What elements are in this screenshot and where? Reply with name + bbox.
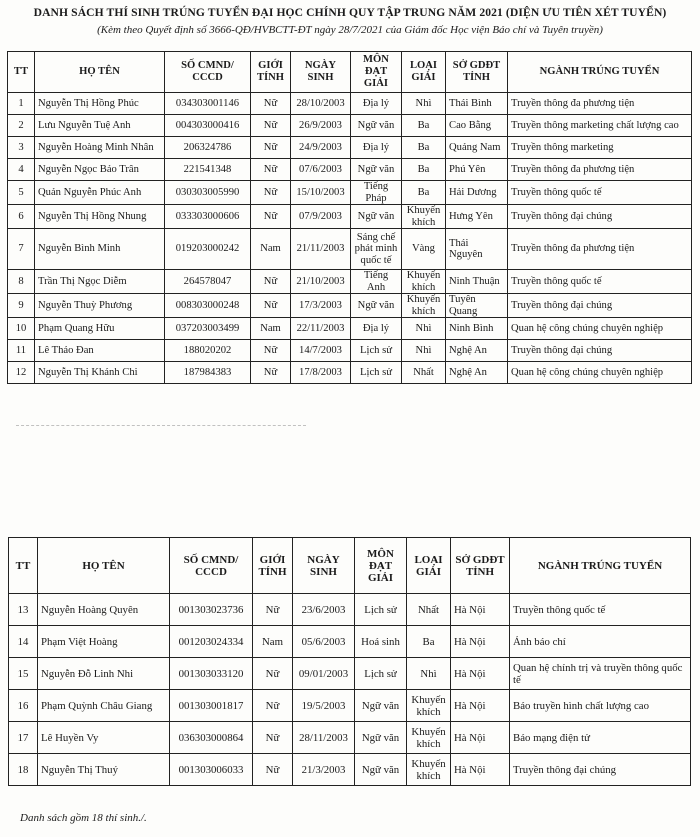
candidate-name: Lê Huyền Vy: [38, 722, 170, 754]
gender: Nữ: [251, 205, 291, 229]
prize-level: Ba: [402, 181, 446, 205]
id-number: 019203000242: [165, 229, 251, 270]
id-number: 001303001817: [170, 690, 253, 722]
row-number: 5: [8, 181, 35, 205]
gender: Nữ: [251, 137, 291, 159]
date-of-birth: 22/11/2003: [291, 318, 351, 340]
prize-level: Nhì: [402, 93, 446, 115]
date-of-birth: 21/3/2003: [293, 754, 355, 786]
education-department: Nghệ An: [446, 362, 508, 384]
prize-level: Khuyến khích: [407, 722, 451, 754]
date-of-birth: 09/01/2003: [293, 658, 355, 690]
date-of-birth: 14/7/2003: [291, 340, 351, 362]
id-number: 034303001146: [165, 93, 251, 115]
prize-level: Nhì: [402, 318, 446, 340]
candidate-name: Nguyễn Đỗ Linh Nhi: [38, 658, 170, 690]
candidate-name: Nguyễn Ngọc Bảo Trân: [35, 159, 165, 181]
education-department: Nghệ An: [446, 340, 508, 362]
id-number: 188020202: [165, 340, 251, 362]
header-dob: NGÀY SINH: [293, 538, 355, 594]
prize-subject: Lịch sử: [355, 594, 407, 626]
prize-subject: Ngữ văn: [355, 754, 407, 786]
date-of-birth: 24/9/2003: [291, 137, 351, 159]
education-department: Thái Nguyên: [446, 229, 508, 270]
table-row: [9, 754, 691, 786]
table-row: [8, 159, 692, 181]
row-number: 1: [8, 93, 35, 115]
gender: Nữ: [251, 340, 291, 362]
prize-subject: Ngữ văn: [355, 690, 407, 722]
id-number: 221541348: [165, 159, 251, 181]
date-of-birth: 21/11/2003: [291, 229, 351, 270]
prize-subject: Hoá sinh: [355, 626, 407, 658]
row-number: 15: [9, 658, 38, 690]
admitted-major: Quan hệ chính trị và truyền thông quốc tế: [510, 658, 691, 690]
candidate-name: Nguyễn Hoàng Quyên: [38, 594, 170, 626]
table-row: [8, 294, 692, 318]
prize-level: Khuyến khích: [402, 294, 446, 318]
prize-subject: Lịch sử: [351, 362, 402, 384]
gender: Nữ: [251, 181, 291, 205]
education-department: Hà Nội: [451, 658, 510, 690]
prize-level: Nhất: [402, 362, 446, 384]
id-number: 008303000248: [165, 294, 251, 318]
prize-subject: Sáng chế phát minh quốc tế: [351, 229, 402, 270]
scan-artifact: [16, 425, 306, 430]
prize-subject: Ngữ văn: [351, 294, 402, 318]
gender: Nữ: [253, 690, 293, 722]
header-major: NGÀNH TRÚNG TUYỂN: [508, 52, 692, 93]
id-number: 001303006033: [170, 754, 253, 786]
education-department: Ninh Bình: [446, 318, 508, 340]
row-number: 2: [8, 115, 35, 137]
education-department: Hà Nội: [451, 754, 510, 786]
gender: Nữ: [253, 754, 293, 786]
gender: Nữ: [251, 115, 291, 137]
table-header-row: [9, 538, 691, 594]
admitted-major: Truyền thông đại chúng: [508, 205, 692, 229]
prize-subject: Ngữ văn: [351, 115, 402, 137]
row-number: 4: [8, 159, 35, 181]
header-subject: MÔN ĐẠT GIẢI: [355, 538, 407, 594]
header-dob: NGÀY SINH: [291, 52, 351, 93]
admitted-major: Truyền thông marketing chất lượng cao: [508, 115, 692, 137]
admitted-major: Báo mạng điện tử: [510, 722, 691, 754]
prize-level: Nhì: [407, 658, 451, 690]
date-of-birth: 28/10/2003: [291, 93, 351, 115]
date-of-birth: 07/9/2003: [291, 205, 351, 229]
candidate-name: Phạm Quang Hữu: [35, 318, 165, 340]
prize-subject: Lịch sử: [351, 340, 402, 362]
date-of-birth: 19/5/2003: [293, 690, 355, 722]
prize-level: Ba: [402, 137, 446, 159]
row-number: 17: [9, 722, 38, 754]
prize-subject: Ngữ văn: [351, 205, 402, 229]
candidate-name: Nguyễn Thuỳ Phương: [35, 294, 165, 318]
id-number: 030303005990: [165, 181, 251, 205]
table-row: [8, 270, 692, 294]
id-number: 004303000416: [165, 115, 251, 137]
education-department: Phú Yên: [446, 159, 508, 181]
education-department: Tuyên Quang: [446, 294, 508, 318]
prize-subject: Ngữ văn: [355, 722, 407, 754]
gender: Nữ: [251, 93, 291, 115]
gender: Nam: [251, 229, 291, 270]
table-row: [8, 93, 692, 115]
row-number: 7: [8, 229, 35, 270]
table-row: [8, 205, 692, 229]
gender: Nữ: [253, 722, 293, 754]
prize-level: Nhì: [402, 340, 446, 362]
prize-subject: Tiếng Anh: [351, 270, 402, 294]
admitted-major: Truyền thông đa phương tiện: [508, 159, 692, 181]
prize-subject: Địa lý: [351, 137, 402, 159]
id-number: 033303000606: [165, 205, 251, 229]
candidate-name: Lưu Nguyễn Tuệ Anh: [35, 115, 165, 137]
admitted-major: Ảnh báo chí: [510, 626, 691, 658]
header-gender: GIỚI TÍNH: [253, 538, 293, 594]
id-number: 037203003499: [165, 318, 251, 340]
education-department: Cao Bằng: [446, 115, 508, 137]
table-row: [8, 318, 692, 340]
education-department: Thái Bình: [446, 93, 508, 115]
id-number: 206324786: [165, 137, 251, 159]
table-row: [8, 340, 692, 362]
row-number: 9: [8, 294, 35, 318]
candidate-name: Phạm Việt Hoàng: [38, 626, 170, 658]
prize-level: Khuyến khích: [402, 205, 446, 229]
education-department: Hà Nội: [451, 594, 510, 626]
table-row: [8, 137, 692, 159]
date-of-birth: 26/9/2003: [291, 115, 351, 137]
id-number: 001303033120: [170, 658, 253, 690]
prize-level: Ba: [407, 626, 451, 658]
education-department: Hà Nội: [451, 626, 510, 658]
table-row: [9, 658, 691, 690]
prize-level: Ba: [402, 115, 446, 137]
education-department: Ninh Thuận: [446, 270, 508, 294]
admitted-major: Truyền thông quốc tế: [508, 270, 692, 294]
row-number: 3: [8, 137, 35, 159]
gender: Nữ: [251, 270, 291, 294]
row-number: 8: [8, 270, 35, 294]
table-row: [9, 626, 691, 658]
header-dept: SỞ GDĐT TỈNH: [446, 52, 508, 93]
prize-subject: Địa lý: [351, 318, 402, 340]
header-name: HỌ TÊN: [35, 52, 165, 93]
table-row: [8, 181, 692, 205]
header-id: SỐ CMND/ CCCD: [165, 52, 251, 93]
prize-level: Nhất: [407, 594, 451, 626]
candidate-name: Nguyễn Thị Hồng Nhung: [35, 205, 165, 229]
header-subject: MÔN ĐẠT GIẢI: [351, 52, 402, 93]
date-of-birth: 07/6/2003: [291, 159, 351, 181]
prize-level: Vàng: [402, 229, 446, 270]
admitted-major: Báo truyền hình chất lượng cao: [510, 690, 691, 722]
admitted-major: Truyền thông đại chúng: [508, 294, 692, 318]
row-number: 12: [8, 362, 35, 384]
admitted-major: Truyền thông đa phương tiện: [508, 93, 692, 115]
prize-level: Khuyến khích: [402, 270, 446, 294]
id-number: 187984383: [165, 362, 251, 384]
candidate-name: Nguyễn Thị Khánh Chi: [35, 362, 165, 384]
header-gender: GIỚI TÍNH: [251, 52, 291, 93]
table-header-row: [8, 52, 692, 93]
gender: Nam: [251, 318, 291, 340]
education-department: Hà Nội: [451, 690, 510, 722]
header-prize: LOẠI GIẢI: [402, 52, 446, 93]
admitted-major: Truyền thông quốc tế: [510, 594, 691, 626]
prize-level: Khuyến khích: [407, 754, 451, 786]
gender: Nữ: [251, 362, 291, 384]
table-row: [9, 722, 691, 754]
candidate-table-page-1: [7, 51, 692, 384]
row-number: 16: [9, 690, 38, 722]
id-number: 001203024334: [170, 626, 253, 658]
education-department: Hải Dương: [446, 181, 508, 205]
date-of-birth: 17/3/2003: [291, 294, 351, 318]
prize-subject: Địa lý: [351, 93, 402, 115]
gender: Nữ: [251, 294, 291, 318]
prize-level: Khuyến khích: [407, 690, 451, 722]
id-number: 001303023736: [170, 594, 253, 626]
candidate-name: Nguyễn Thị Thuý: [38, 754, 170, 786]
prize-subject: Tiếng Pháp: [351, 181, 402, 205]
admitted-major: Quan hệ công chúng chuyên nghiệp: [508, 318, 692, 340]
admitted-major: Truyền thông quốc tế: [508, 181, 692, 205]
candidate-name: Nguyễn Thị Hồng Phúc: [35, 93, 165, 115]
candidate-name: Phạm Quỳnh Châu Giang: [38, 690, 170, 722]
document-subtitle: (Kèm theo Quyết định số 3666-QĐ/HVBCTT-ĐT ngày 28/7/2021 của Giám đốc Học viện Báo chí và Tuyên truyền): [97, 24, 603, 36]
candidate-name: Nguyễn Bình Minh: [35, 229, 165, 270]
id-number: 036303000864: [170, 722, 253, 754]
gender: Nữ: [253, 594, 293, 626]
education-department: Hưng Yên: [446, 205, 508, 229]
admitted-major: Truyền thông đa phương tiện: [508, 229, 692, 270]
candidate-name: Quản Nguyễn Phúc Anh: [35, 181, 165, 205]
header-prize: LOẠI GIẢI: [407, 538, 451, 594]
id-number: 264578047: [165, 270, 251, 294]
gender: Nam: [253, 626, 293, 658]
table-row: [8, 115, 692, 137]
table-row: [9, 690, 691, 722]
date-of-birth: 23/6/2003: [293, 594, 355, 626]
prize-subject: Lịch sử: [355, 658, 407, 690]
candidate-name: Nguyễn Hoàng Minh Nhân: [35, 137, 165, 159]
education-department: Quảng Nam: [446, 137, 508, 159]
header-name: HỌ TÊN: [38, 538, 170, 594]
row-number: 6: [8, 205, 35, 229]
education-department: Hà Nội: [451, 722, 510, 754]
header-tt: TT: [9, 538, 38, 594]
prize-level: Ba: [402, 159, 446, 181]
row-number: 11: [8, 340, 35, 362]
header-major: NGÀNH TRÚNG TUYỂN: [510, 538, 691, 594]
date-of-birth: 05/6/2003: [293, 626, 355, 658]
date-of-birth: 15/10/2003: [291, 181, 351, 205]
document-footer: Danh sách gồm 18 thí sinh./.: [20, 812, 147, 824]
document-title: DANH SÁCH THÍ SINH TRÚNG TUYỂN ĐẠI HỌC CHÍNH QUY TẬP TRUNG NĂM 2021 (DIỆN ƯU TIÊN XÉT TUYỂN): [33, 6, 667, 19]
table-row: [8, 362, 692, 384]
row-number: 13: [9, 594, 38, 626]
admitted-major: Truyền thông marketing: [508, 137, 692, 159]
candidate-name: Trần Thị Ngọc Diễm: [35, 270, 165, 294]
date-of-birth: 17/8/2003: [291, 362, 351, 384]
candidate-table-page-2: [8, 537, 691, 786]
admitted-major: Truyền thông đại chúng: [508, 340, 692, 362]
table-row: [8, 229, 692, 270]
admitted-major: Quan hệ công chúng chuyên nghiệp: [508, 362, 692, 384]
admitted-major: Truyền thông đại chúng: [510, 754, 691, 786]
prize-subject: Ngữ văn: [351, 159, 402, 181]
date-of-birth: 21/10/2003: [291, 270, 351, 294]
gender: Nữ: [251, 159, 291, 181]
date-of-birth: 28/11/2003: [293, 722, 355, 754]
row-number: 18: [9, 754, 38, 786]
gender: Nữ: [253, 658, 293, 690]
header-tt: TT: [8, 52, 35, 93]
row-number: 10: [8, 318, 35, 340]
candidate-name: Lê Thảo Đan: [35, 340, 165, 362]
row-number: 14: [9, 626, 38, 658]
table-row: [9, 594, 691, 626]
header-dept: SỞ GDĐT TỈNH: [451, 538, 510, 594]
header-id: SỐ CMND/ CCCD: [170, 538, 253, 594]
